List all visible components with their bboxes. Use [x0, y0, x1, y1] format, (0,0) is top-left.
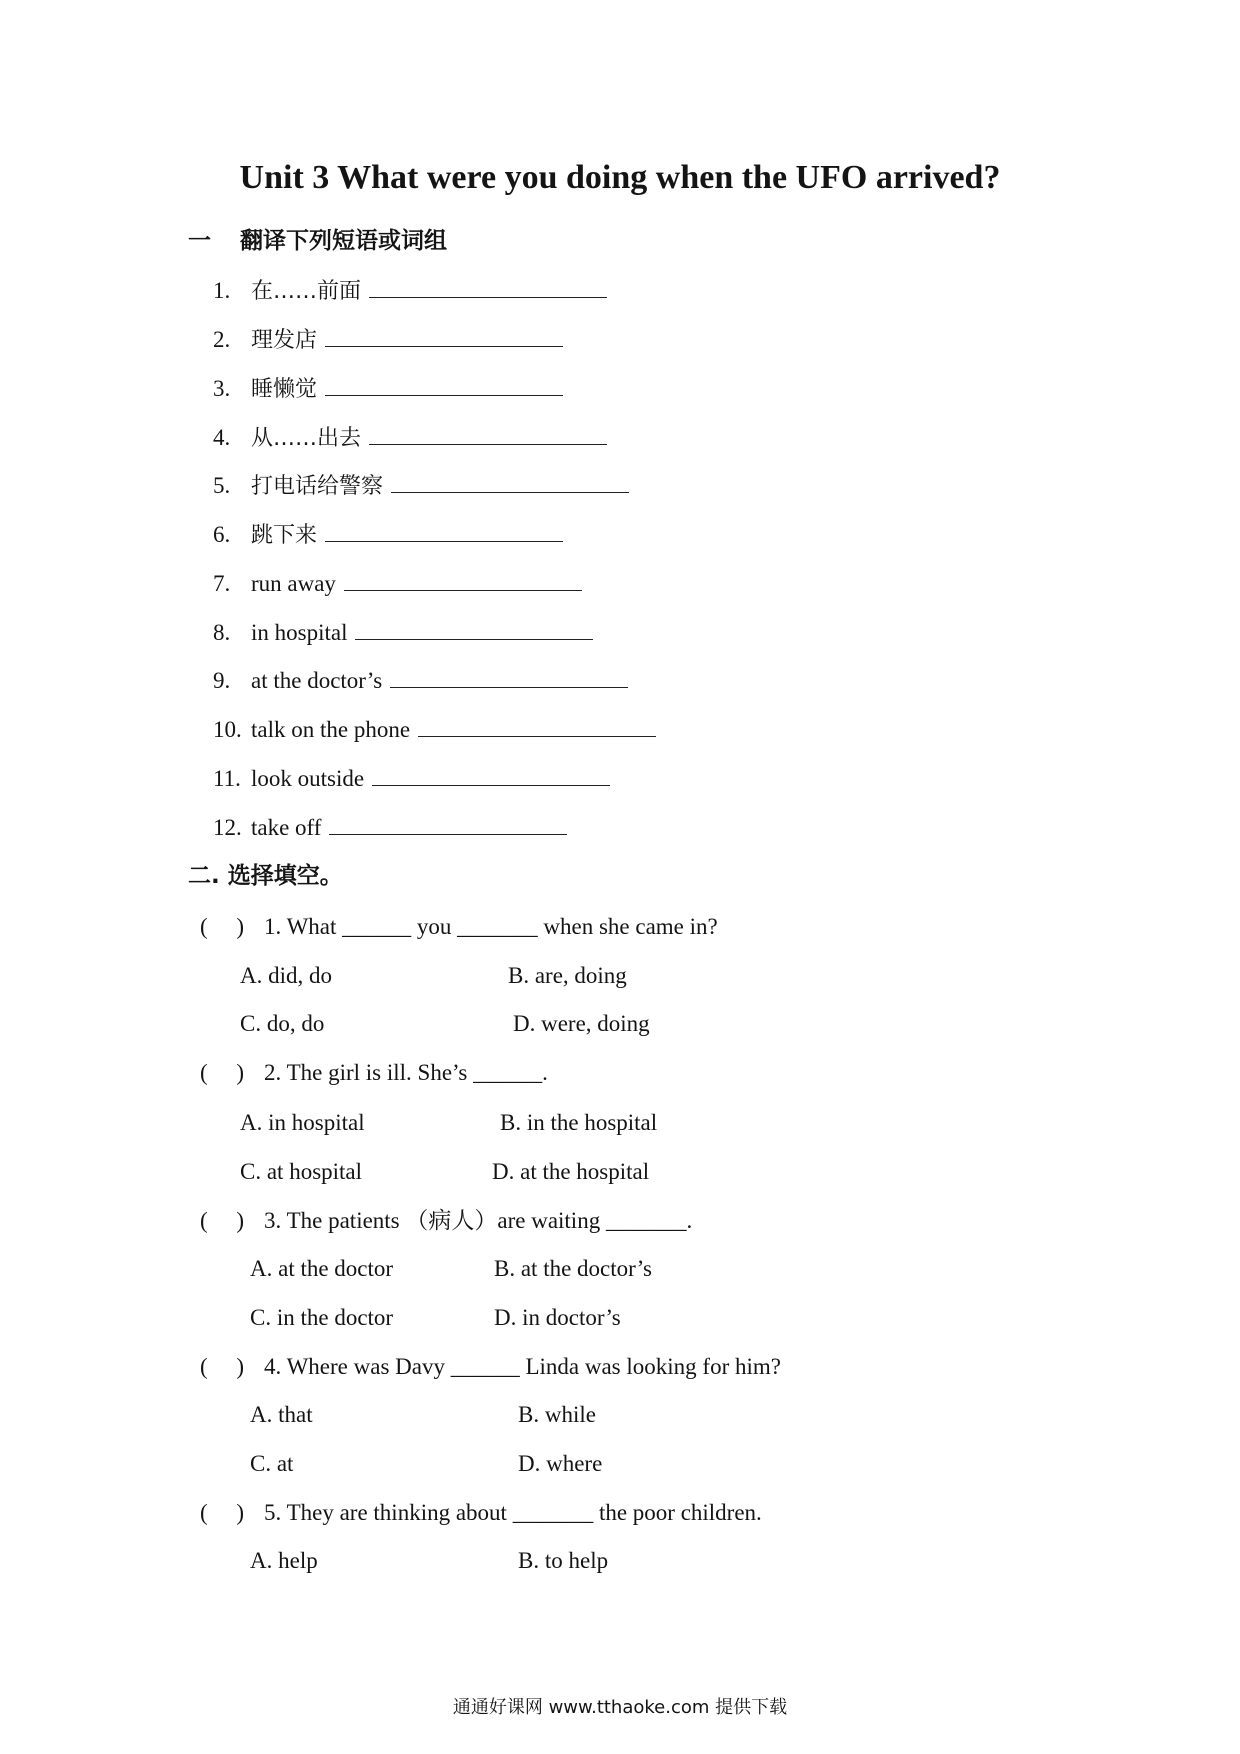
phrase: in hospital: [251, 620, 348, 645]
translation-item: 5. 打电话给警察: [213, 470, 629, 502]
page-title: Unit 3 What were you doing when the UFO arrived?: [239, 159, 1001, 196]
translation-item: 10. talk on the phone: [213, 714, 656, 745]
question-stem: 1. What ______ you _______ when she came in?: [264, 914, 718, 939]
option[interactable]: A. did, do: [240, 963, 332, 988]
option[interactable]: C. do, do: [240, 1011, 325, 1036]
phrase: 打电话给警察: [251, 474, 384, 499]
option[interactable]: C. at: [250, 1451, 294, 1476]
answer-paren[interactable]: ( ): [200, 1354, 245, 1379]
option[interactable]: A. in hospital: [240, 1110, 365, 1135]
answer-blank[interactable]: [325, 324, 563, 347]
translation-item: 3. 睡懒觉: [213, 373, 563, 405]
translation-item: 4. 从……出去: [213, 422, 607, 454]
option[interactable]: B. in the hospital: [500, 1110, 658, 1135]
translation-item: 1. 在……前面: [213, 275, 607, 307]
question: [200, 1498, 762, 1528]
answer-paren[interactable]: ( ): [200, 1500, 245, 1525]
question-stem: 2. The girl is ill. She’s ______.: [264, 1060, 548, 1085]
translation-item: 8. in hospital: [213, 617, 593, 648]
phrase: talk on the phone: [251, 717, 411, 742]
translation-item: 2. 理发店: [213, 324, 563, 356]
option[interactable]: D. were, doing: [513, 1011, 650, 1036]
section-1-title: 翻译下列短语或词组: [240, 228, 447, 254]
question: [200, 1058, 548, 1088]
phrase: 跳下来: [251, 523, 318, 548]
phrase: 从……出去: [251, 426, 362, 451]
answer-paren[interactable]: ( ): [200, 1060, 245, 1085]
option[interactable]: B. to help: [518, 1548, 609, 1573]
translation-item: 6. 跳下来: [213, 519, 563, 551]
option[interactable]: A. help: [250, 1548, 318, 1573]
phrase: at the doctor’s: [251, 668, 383, 693]
phrase: 睡懒觉: [251, 377, 318, 402]
phrase: run away: [251, 571, 336, 596]
answer-blank[interactable]: [325, 373, 563, 396]
answer-paren[interactable]: ( ): [200, 914, 245, 939]
option[interactable]: D. in doctor’s: [494, 1305, 621, 1330]
question-stem: 4. Where was Davy ______ Linda was looking for him?: [264, 1354, 781, 1379]
option[interactable]: B. at the doctor’s: [494, 1256, 652, 1281]
phrase: 理发店: [251, 328, 318, 353]
phrase: 在……前面: [251, 279, 362, 304]
answer-blank[interactable]: [329, 812, 567, 835]
section-1-heading: [188, 226, 447, 256]
question: [200, 1352, 781, 1382]
answer-blank[interactable]: [372, 763, 610, 786]
question: [200, 1206, 692, 1236]
translation-item: 11. look outside: [213, 763, 610, 794]
answer-blank[interactable]: [355, 617, 593, 640]
option[interactable]: A. at the doctor: [250, 1256, 394, 1281]
translation-item: 7. run away: [213, 568, 582, 599]
answer-blank[interactable]: [344, 568, 582, 591]
option[interactable]: A. that: [250, 1402, 313, 1427]
answer-paren[interactable]: ( ): [200, 1208, 245, 1233]
translation-item: 12. take off: [213, 812, 567, 843]
option[interactable]: B. are, doing: [508, 963, 627, 988]
section-2-heading: 二. 选择填空。: [188, 863, 343, 889]
section-1-number: 一: [188, 228, 211, 254]
page-footer: 通通好课网 www.tthaoke.com 提供下载: [452, 1697, 788, 1718]
option[interactable]: C. in the doctor: [250, 1305, 394, 1330]
question: [200, 912, 718, 942]
answer-blank[interactable]: [390, 665, 628, 688]
translation-item: 9. at the doctor’s: [213, 665, 628, 696]
option[interactable]: C. at hospital: [240, 1159, 363, 1184]
answer-blank[interactable]: [391, 470, 629, 493]
option[interactable]: B. while: [518, 1402, 596, 1427]
option[interactable]: D. at the hospital: [492, 1159, 650, 1184]
answer-blank[interactable]: [369, 422, 607, 445]
question-stem: 3. The patients （病人）are waiting _______.: [264, 1208, 693, 1233]
option[interactable]: D. where: [518, 1451, 603, 1476]
question-stem: 5. They are thinking about _______ the poor children.: [264, 1500, 762, 1525]
answer-blank[interactable]: [325, 519, 563, 542]
phrase: look outside: [251, 766, 365, 791]
answer-blank[interactable]: [418, 714, 656, 737]
phrase: take off: [251, 815, 322, 840]
answer-blank[interactable]: [369, 275, 607, 298]
